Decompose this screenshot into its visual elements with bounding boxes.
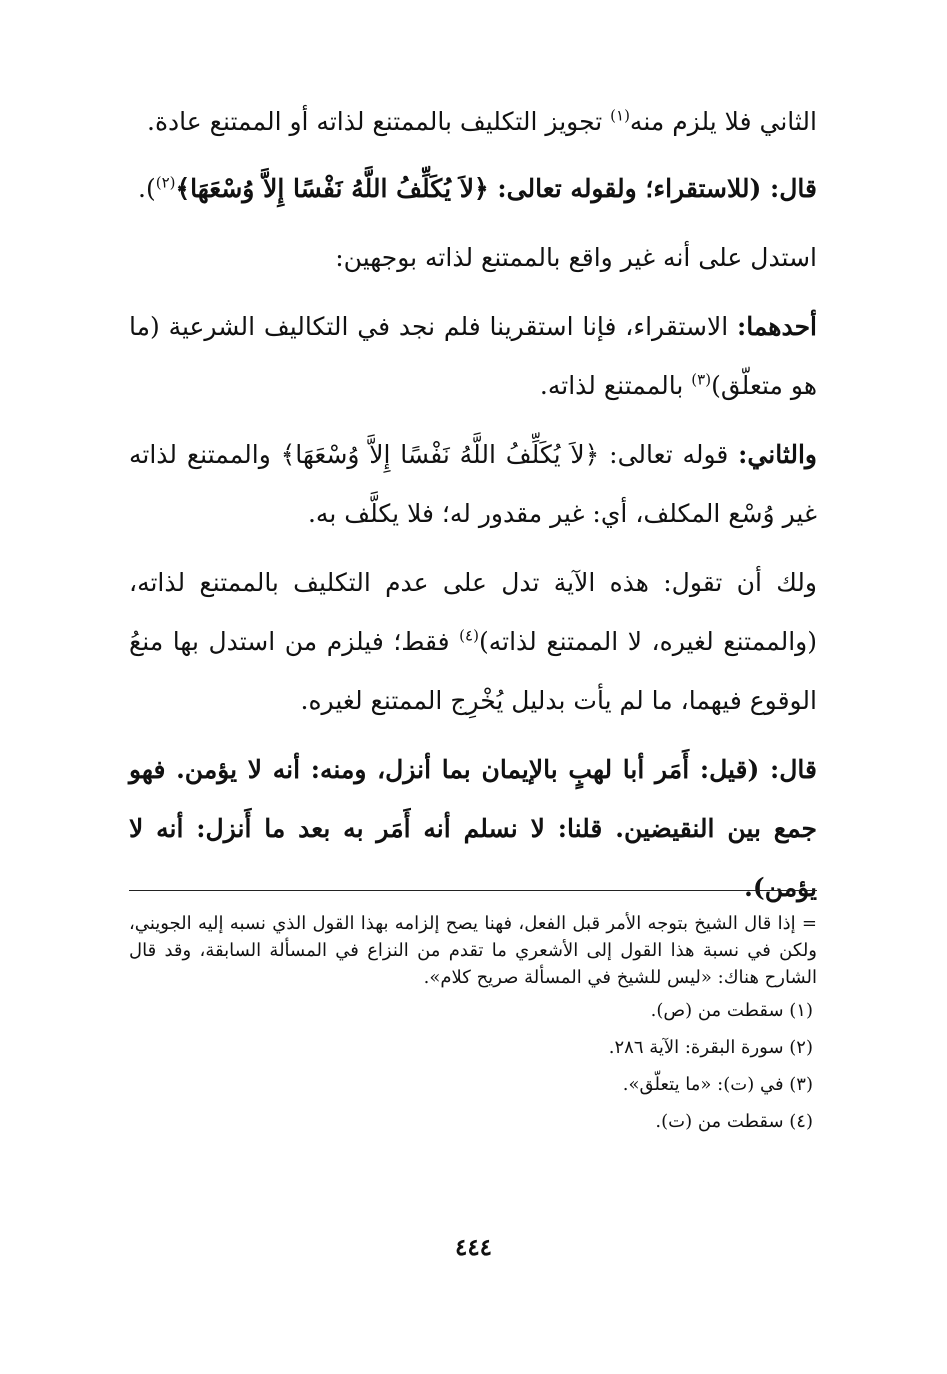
paragraph-2-text: قال: (للاستقراء؛ ولقوله تعالى: ﴿لاَ يُكَلِّفُ اللَّهُ نَفْسًا إِلاَّ وُسْعَهَا﴾ (175, 174, 817, 203)
footnote-divider (129, 890, 817, 891)
paragraph-3-text: استدل على أنه غير واقع بالممتنع لذاته بوجهين: (335, 243, 817, 272)
paragraph-1-text: الثاني فلا يلزم منه (629, 107, 817, 136)
paragraph-5-text: قوله تعالى: ﴿لاَ يُكَلِّفُ اللَّهُ نَفْسًا إِلاَّ وُسْعَهَا﴾ والممتنع لذاته غير وُسْع المكلف، أي: غير مقدور له؛ فلا يكلَّف به. (129, 440, 817, 528)
footnote-2: (٢) سورة البقرة: الآية ٢٨٦. (608, 1037, 813, 1058)
paragraph-4-tail: بالممتنع لذاته. (539, 371, 692, 400)
paragraph-6-tail: فقط؛ فيلزم من استدل بها منعُ الوقوع فيهما، ما لم يأت بدليل يُخْرِج الممتنع لغيره. (129, 627, 817, 715)
paragraph-1-tail: تجويز التكليف بالممتنع لذاته أو الممتنع عادة. (147, 107, 611, 136)
footnote-ref-3: (٣) (691, 370, 712, 389)
paragraph-5-label: والثاني: (738, 440, 817, 469)
footnote-ref-2: (٢) (155, 173, 176, 192)
paragraph-4-text: الاستقراء، فإنا استقرينا فلم نجد في التكاليف الشرعية (ما هو متعلّق) (129, 312, 817, 400)
footnote-ref-1: (١) (610, 106, 630, 125)
paragraph-6-text: ولك أن تقول: هذه الآية تدل على عدم التكليف بالممتنع لذاته، (والممتنع لغيره، لا الممتنع لذاته) (129, 568, 817, 656)
paragraph-4-label: أحدهما: (736, 312, 817, 341)
paragraph-2-tail: ). (138, 174, 156, 203)
main-text (129, 92, 817, 927)
footnote-3: (٣) في (ت): «ما يتعلّق». (622, 1074, 813, 1095)
paragraph-5 (129, 425, 817, 543)
paragraph-3 (129, 228, 817, 287)
footnote-continuation: = إذا قال الشيخ بتوجه الأمر قبل الفعل، فهنا يصح إلزامه بهذا القول الذي نسبه إليه الجويني، ولكن في نسبة هذا القول إلى الأشعري ما تقدم من النزاع في المسألة السابقة، وقد قال الشارح هناك: «ليس للشيخ في المسألة صريح كلام». (129, 913, 817, 988)
paragraph-7-text: قال: (قيل: أَمَر أبا لهبٍ بالإيمان بما أنزل، ومنه: أنه لا يؤمن. فهو جمع بين النقيضين. قلنا: لا نسلم أنه أَمَر به بعد ما أَنزل: أنه لا يؤمن). (129, 755, 817, 902)
footnote-4: (٤) سقطت من (ت). (655, 1111, 813, 1132)
footnotes (129, 910, 817, 1145)
page-number: ٤٤٤ (454, 1234, 493, 1261)
paragraph-4 (129, 297, 817, 415)
paragraph-1 (129, 92, 817, 151)
paragraph-6 (129, 553, 817, 730)
footnote-1: (١) سقطت من (ص). (650, 1000, 813, 1021)
paragraph-2 (129, 159, 817, 218)
footnote-ref-4: (٤) (459, 626, 479, 645)
